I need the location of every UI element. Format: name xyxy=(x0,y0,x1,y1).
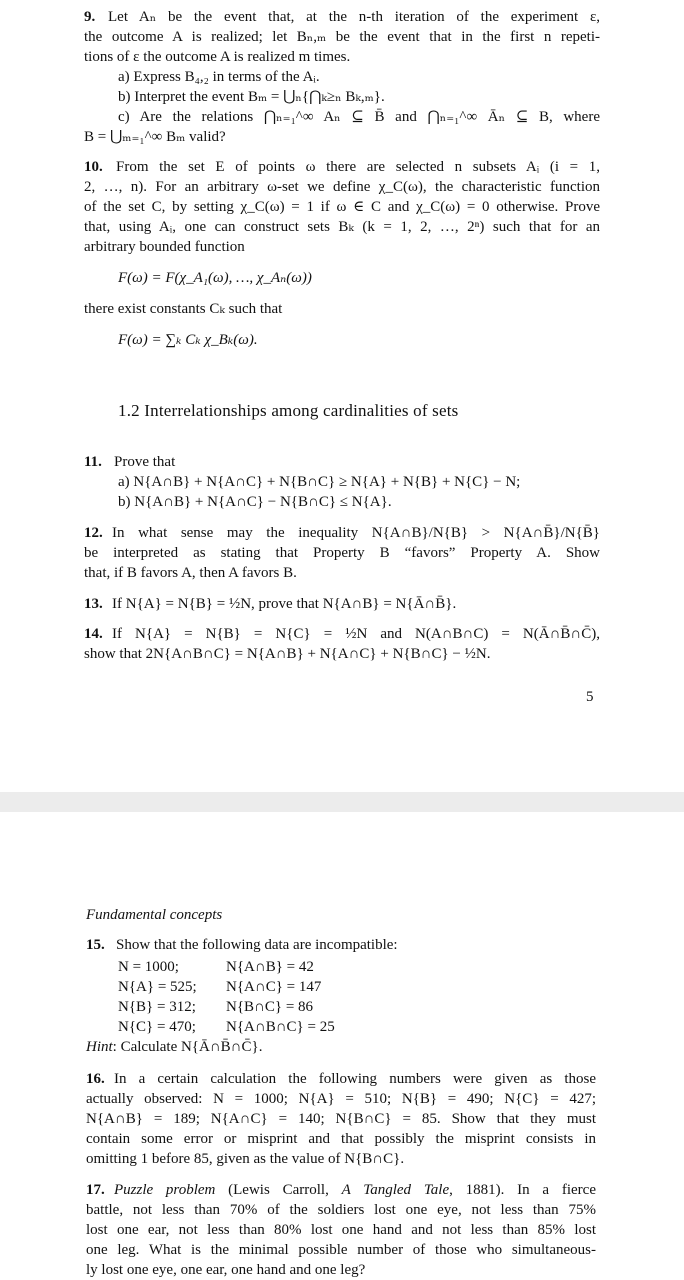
data-row-4-right: N{A∩B∩C} = 25 xyxy=(226,1019,335,1035)
problem-12-line-2: be interpreted as stating that Property B “favors” Property A. Show xyxy=(84,545,600,561)
problem-13-number: 13. xyxy=(84,596,103,612)
problem-13-line-1: If N{A} = N{B} = ½N, prove that N{A∩B} = N{Ā∩B̄}. xyxy=(112,596,457,612)
problem-10-line-1: From the set E of points ω there are selected n subsets Aᵢ (i = 1, xyxy=(116,159,600,175)
problem-10-number: 10. xyxy=(84,159,103,175)
problem-10-line-2: 2, …, n). For an arbitrary ω-set we define χ_C(ω), the characteristic function xyxy=(84,179,600,195)
problem-10-line-6: there exist constants Cₖ such that xyxy=(84,301,283,317)
problem-9-part-a: a) Express B₄,₂ in terms of the Aᵢ. xyxy=(118,69,320,85)
problem-14-number: 14. xyxy=(84,626,103,642)
equation-sum: F(ω) = ∑ₖ Cₖ χ_Bₖ(ω). xyxy=(118,332,258,348)
problem-9-part-b: b) Interpret the event Bₘ = ⋃ₙ{⋂ₖ≥ₙ Bₖ,ₘ}. xyxy=(118,89,385,105)
problem-12-number: 12. xyxy=(84,525,103,541)
problem-10-line-4: that, using Aᵢ, one can construct sets Bₖ (k = 1, 2, …, 2ⁿ) such that for an xyxy=(84,219,600,235)
problem-15-line-1: Show that the following data are incompatible: xyxy=(116,937,398,953)
problem-9-line-1: Let Aₙ be the event that, at the n-th iteration of the experiment ε, xyxy=(108,9,600,25)
problem-16-line-4: contain some error or misprint and that possibly the misprint consists in xyxy=(86,1131,596,1147)
page-number: 5 xyxy=(586,689,594,705)
problem-9-part-c-cont: B = ⋃ₘ₌₁^∞ Bₘ valid? xyxy=(84,129,226,145)
problem-15-number: 15. xyxy=(86,937,105,953)
problem-9-part-c: c) Are the relations ⋂ₙ₌₁^∞ Aₙ ⊆ B̄ and ⋂ₙ₌₁^∞ Āₙ ⊆ B, where xyxy=(118,109,600,125)
data-row-3-right: N{B∩C} = 86 xyxy=(226,999,314,1015)
problem-16-line-5: omitting 1 before 85, given as the value of N{B∩C}. xyxy=(86,1151,405,1167)
problem-9-number: 9. xyxy=(84,9,96,25)
problem-11-number: 11. xyxy=(84,454,102,470)
problem-17-line-5: ly lost one eye, one ear, one hand and one leg? xyxy=(86,1262,366,1278)
section-heading-1-2: 1.2 Interrelationships among cardinalities of sets xyxy=(118,401,459,420)
problem-12-line-1: In what sense may the inequality N{A∩B}/N{B} > N{A∩B̄}/N{B̄} xyxy=(112,525,600,541)
problem-9-line-3: tions of ε the outcome A is realized m times. xyxy=(84,49,351,65)
data-row-1-left: N = 1000; xyxy=(118,959,179,975)
problem-10-line-3: of the set C, by setting χ_C(ω) = 1 if ω ∈ C and χ_C(ω) = 0 otherwise. Prove xyxy=(84,199,600,215)
problem-11-part-a: a) N{A∩B} + N{A∩C} + N{B∩C} ≥ N{A} + N{B} + N{C} − N; xyxy=(118,474,521,490)
problem-17-line-1: Puzzle problem (Lewis Carroll, A Tangled Tale, 1881). In a fierce xyxy=(114,1182,596,1198)
data-row-2-right: N{A∩C} = 147 xyxy=(226,979,322,995)
problem-14-line-1: If N{A} = N{B} = N{C} = ½N and N(A∩B∩C) = N(Ā∩B̄∩C̄), xyxy=(112,626,600,642)
problem-17-line-3: lost one ear, not less than 80% lost one hand and not less than 85% lost xyxy=(86,1222,596,1238)
page-6 xyxy=(0,812,684,1280)
problem-17-line-4: one leg. What is the minimal possible number of those who simultaneous- xyxy=(86,1242,596,1258)
data-row-1-right: N{A∩B} = 42 xyxy=(226,959,314,975)
problem-10-line-5: arbitrary bounded function xyxy=(84,239,245,255)
problem-17-number: 17. xyxy=(86,1182,105,1198)
problem-11-part-b: b) N{A∩B} + N{A∩C} − N{B∩C} ≤ N{A}. xyxy=(118,494,392,510)
running-head: Fundamental concepts xyxy=(86,907,223,923)
page-separator xyxy=(0,792,684,812)
problem-16-line-2: actually observed: N = 1000; N{A} = 510; N{B} = 490; N{C} = 427; xyxy=(86,1091,596,1107)
problem-16-number: 16. xyxy=(86,1071,105,1087)
problem-12-line-3: that, if B favors A, then A favors B. xyxy=(84,565,297,581)
data-row-3-left: N{B} = 312; xyxy=(118,999,196,1015)
problem-9-line-2: the outcome A is realized; let Bₙ,ₘ be the event that in the first n repeti- xyxy=(84,29,600,45)
problem-17-line-2: battle, not less than 70% of the soldiers lost one eye, not less than 75% xyxy=(86,1202,596,1218)
data-row-2-left: N{A} = 525; xyxy=(118,979,197,995)
problem-14-line-2: show that 2N{A∩B∩C} = N{A∩B} + N{A∩C} + N{B∩C} − ½N. xyxy=(84,646,491,662)
problem-15-hint: Hint: Calculate N{Ā∩B̄∩C̄}. xyxy=(86,1039,263,1055)
problem-16-line-3: N{A∩B} = 189; N{A∩C} = 140; N{B∩C} = 85. Show that they must xyxy=(86,1111,596,1127)
problem-11-line-1: Prove that xyxy=(114,454,176,470)
data-row-4-left: N{C} = 470; xyxy=(118,1019,196,1035)
equation-F-omega: F(ω) = F(χ_A₁(ω), …, χ_Aₙ(ω)) xyxy=(118,270,312,286)
problem-16-line-1: In a certain calculation the following numbers were given as those xyxy=(114,1071,596,1087)
